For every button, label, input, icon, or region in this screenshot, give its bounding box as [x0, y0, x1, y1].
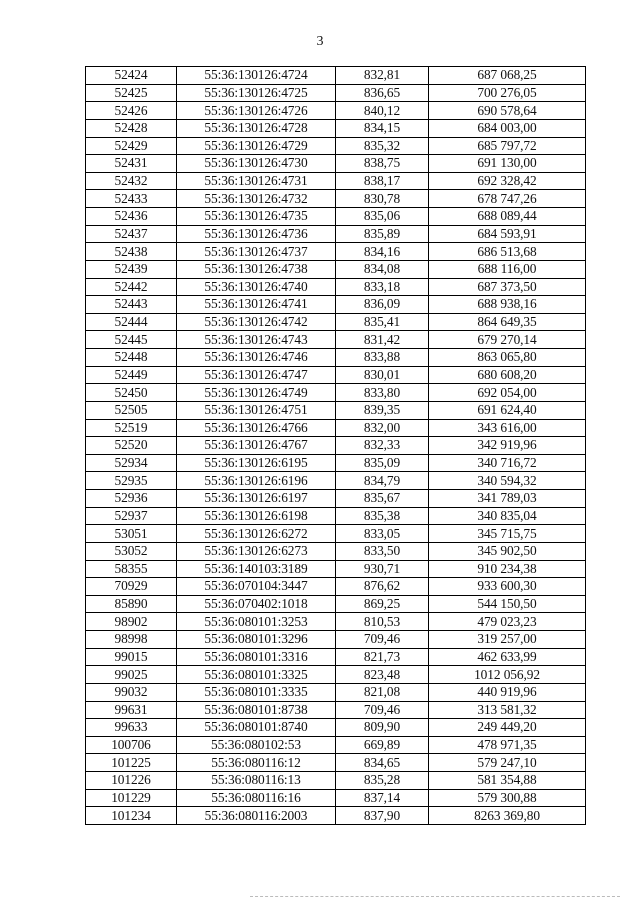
cadastral-number-cell: 55:36:130126:4725 — [177, 84, 336, 102]
cadastral-number-cell: 55:36:130126:6195 — [177, 454, 336, 472]
value-cell: 340 835,04 — [429, 507, 586, 525]
cadastral-number-cell: 55:36:130126:4741 — [177, 296, 336, 314]
cadastral-number-cell: 55:36:130126:6198 — [177, 507, 336, 525]
area-cell: 837,90 — [336, 807, 429, 825]
table-row — [86, 719, 586, 737]
table-row — [86, 701, 586, 719]
table-row — [86, 754, 586, 772]
cadastral-number-cell: 55:36:130126:4729 — [177, 137, 336, 155]
row-id-cell: 101234 — [86, 807, 177, 825]
area-cell: 833,18 — [336, 278, 429, 296]
area-cell: 830,01 — [336, 366, 429, 384]
cadastral-number-cell: 55:36:130126:4738 — [177, 260, 336, 278]
cadastral-number-cell: 55:36:080116:13 — [177, 772, 336, 790]
cadastral-number-cell: 55:36:130126:4732 — [177, 190, 336, 208]
cadastral-number-cell: 55:36:140103:3189 — [177, 560, 336, 578]
area-cell: 835,89 — [336, 225, 429, 243]
row-id-cell: 99633 — [86, 719, 177, 737]
cadastral-number-cell: 55:36:080101:8740 — [177, 719, 336, 737]
scan-artifact — [250, 896, 620, 899]
area-cell: 835,06 — [336, 208, 429, 226]
area-cell: 830,78 — [336, 190, 429, 208]
row-id-cell: 99631 — [86, 701, 177, 719]
area-cell: 835,28 — [336, 772, 429, 790]
area-cell: 876,62 — [336, 578, 429, 596]
row-id-cell: 99025 — [86, 666, 177, 684]
cadastral-number-cell: 55:36:130126:4766 — [177, 419, 336, 437]
area-cell: 831,42 — [336, 331, 429, 349]
area-cell: 809,90 — [336, 719, 429, 737]
row-id-cell: 52936 — [86, 490, 177, 508]
table-row — [86, 683, 586, 701]
row-id-cell: 52443 — [86, 296, 177, 314]
value-cell: 340 594,32 — [429, 472, 586, 490]
area-cell: 833,50 — [336, 542, 429, 560]
value-cell: 462 633,99 — [429, 648, 586, 666]
row-id-cell: 52432 — [86, 172, 177, 190]
row-id-cell: 52438 — [86, 243, 177, 261]
value-cell: 249 449,20 — [429, 719, 586, 737]
table-row — [86, 613, 586, 631]
cadastral-number-cell: 55:36:130126:4743 — [177, 331, 336, 349]
value-cell: 345 715,75 — [429, 525, 586, 543]
area-cell: 837,14 — [336, 789, 429, 807]
table-row — [86, 772, 586, 790]
value-cell: 679 270,14 — [429, 331, 586, 349]
row-id-cell: 52445 — [86, 331, 177, 349]
table-row — [86, 472, 586, 490]
cadastral-number-cell: 55:36:130126:6273 — [177, 542, 336, 560]
row-id-cell: 99015 — [86, 648, 177, 666]
row-id-cell: 99032 — [86, 683, 177, 701]
row-id-cell: 52449 — [86, 366, 177, 384]
table-row — [86, 454, 586, 472]
table-row — [86, 349, 586, 367]
cadastral-number-cell: 55:36:130126:4726 — [177, 102, 336, 120]
cadastral-number-cell: 55:36:080101:3296 — [177, 631, 336, 649]
area-cell: 834,15 — [336, 119, 429, 137]
area-cell: 669,89 — [336, 736, 429, 754]
row-id-cell: 52429 — [86, 137, 177, 155]
cadastral-number-cell: 55:36:130126:6272 — [177, 525, 336, 543]
table-row — [86, 225, 586, 243]
area-cell: 832,00 — [336, 419, 429, 437]
cadastral-number-cell: 55:36:130126:4749 — [177, 384, 336, 402]
row-id-cell: 52937 — [86, 507, 177, 525]
table-row — [86, 666, 586, 684]
table-row — [86, 243, 586, 261]
cadastral-number-cell: 55:36:080101:3325 — [177, 666, 336, 684]
area-cell: 709,46 — [336, 701, 429, 719]
row-id-cell: 52437 — [86, 225, 177, 243]
row-id-cell: 52935 — [86, 472, 177, 490]
area-cell: 832,81 — [336, 67, 429, 85]
table-row — [86, 542, 586, 560]
value-cell: 691 130,00 — [429, 155, 586, 173]
area-cell: 838,75 — [336, 155, 429, 173]
row-id-cell: 53051 — [86, 525, 177, 543]
row-id-cell: 52436 — [86, 208, 177, 226]
cadastral-number-cell: 55:36:070104:3447 — [177, 578, 336, 596]
value-cell: 341 789,03 — [429, 490, 586, 508]
table-row — [86, 296, 586, 314]
value-cell: 691 624,40 — [429, 401, 586, 419]
table-row — [86, 525, 586, 543]
value-cell: 1012 056,92 — [429, 666, 586, 684]
area-cell: 834,65 — [336, 754, 429, 772]
value-cell: 319 257,00 — [429, 631, 586, 649]
row-id-cell: 52431 — [86, 155, 177, 173]
data-table — [85, 66, 586, 825]
area-cell: 836,09 — [336, 296, 429, 314]
area-cell: 821,08 — [336, 683, 429, 701]
table-row — [86, 119, 586, 137]
cadastral-number-cell: 55:36:130126:4746 — [177, 349, 336, 367]
row-id-cell: 52448 — [86, 349, 177, 367]
value-cell: 687 373,50 — [429, 278, 586, 296]
row-id-cell: 98998 — [86, 631, 177, 649]
value-cell: 313 581,32 — [429, 701, 586, 719]
cadastral-number-cell: 55:36:130126:4728 — [177, 119, 336, 137]
value-cell: 700 276,05 — [429, 84, 586, 102]
table-row — [86, 208, 586, 226]
value-cell: 685 797,72 — [429, 137, 586, 155]
value-cell: 345 902,50 — [429, 542, 586, 560]
table-row — [86, 384, 586, 402]
table-row — [86, 736, 586, 754]
row-id-cell: 98902 — [86, 613, 177, 631]
area-cell: 832,33 — [336, 437, 429, 455]
value-cell: 690 578,64 — [429, 102, 586, 120]
cadastral-number-cell: 55:36:080116:12 — [177, 754, 336, 772]
row-id-cell: 101225 — [86, 754, 177, 772]
row-id-cell: 52505 — [86, 401, 177, 419]
value-cell: 688 116,00 — [429, 260, 586, 278]
value-cell: 864 649,35 — [429, 313, 586, 331]
cadastral-number-cell: 55:36:130126:4736 — [177, 225, 336, 243]
table-row — [86, 366, 586, 384]
area-cell: 833,88 — [336, 349, 429, 367]
row-id-cell: 52439 — [86, 260, 177, 278]
cadastral-number-cell: 55:36:130126:6196 — [177, 472, 336, 490]
area-cell: 709,46 — [336, 631, 429, 649]
cadastral-number-cell: 55:36:130126:4742 — [177, 313, 336, 331]
row-id-cell: 52444 — [86, 313, 177, 331]
table-row — [86, 67, 586, 85]
row-id-cell: 52433 — [86, 190, 177, 208]
value-cell: 343 616,00 — [429, 419, 586, 437]
row-id-cell: 52520 — [86, 437, 177, 455]
cadastral-number-cell: 55:36:080116:16 — [177, 789, 336, 807]
cadastral-number-cell: 55:36:130126:4740 — [177, 278, 336, 296]
row-id-cell: 52424 — [86, 67, 177, 85]
cadastral-number-cell: 55:36:080102:53 — [177, 736, 336, 754]
table-row — [86, 172, 586, 190]
value-cell: 8263 369,80 — [429, 807, 586, 825]
cadastral-number-cell: 55:36:080101:3316 — [177, 648, 336, 666]
page-number: 3 — [316, 34, 324, 49]
table-row — [86, 595, 586, 613]
row-id-cell: 52519 — [86, 419, 177, 437]
value-cell: 581 354,88 — [429, 772, 586, 790]
value-cell: 479 023,23 — [429, 613, 586, 631]
table-row — [86, 84, 586, 102]
area-cell: 839,35 — [336, 401, 429, 419]
cadastral-number-cell: 55:36:130126:4730 — [177, 155, 336, 173]
area-cell: 835,67 — [336, 490, 429, 508]
row-id-cell: 52425 — [86, 84, 177, 102]
table-row — [86, 789, 586, 807]
cadastral-number-cell: 55:36:130126:4735 — [177, 208, 336, 226]
table-row — [86, 507, 586, 525]
value-cell: 910 234,38 — [429, 560, 586, 578]
table-row — [86, 437, 586, 455]
table-row — [86, 631, 586, 649]
table-row — [86, 313, 586, 331]
area-cell: 869,25 — [336, 595, 429, 613]
value-cell: 579 300,88 — [429, 789, 586, 807]
table-row — [86, 560, 586, 578]
value-cell: 544 150,50 — [429, 595, 586, 613]
area-cell: 823,48 — [336, 666, 429, 684]
row-id-cell: 52428 — [86, 119, 177, 137]
value-cell: 478 971,35 — [429, 736, 586, 754]
table-body — [86, 67, 586, 825]
cadastral-number-cell: 55:36:130126:4731 — [177, 172, 336, 190]
table-row — [86, 419, 586, 437]
area-cell: 840,12 — [336, 102, 429, 120]
value-cell: 684 003,00 — [429, 119, 586, 137]
area-cell: 833,80 — [336, 384, 429, 402]
table-row — [86, 578, 586, 596]
area-cell: 833,05 — [336, 525, 429, 543]
cadastral-number-cell: 55:36:080101:3335 — [177, 683, 336, 701]
area-cell: 821,73 — [336, 648, 429, 666]
cadastral-number-cell: 55:36:130126:4737 — [177, 243, 336, 261]
value-cell: 340 716,72 — [429, 454, 586, 472]
area-cell: 836,65 — [336, 84, 429, 102]
cadastral-number-cell: 55:36:130126:4747 — [177, 366, 336, 384]
cadastral-number-cell: 55:36:080101:8738 — [177, 701, 336, 719]
value-cell: 692 328,42 — [429, 172, 586, 190]
area-cell: 834,16 — [336, 243, 429, 261]
row-id-cell: 52450 — [86, 384, 177, 402]
value-cell: 678 747,26 — [429, 190, 586, 208]
value-cell: 692 054,00 — [429, 384, 586, 402]
table-row — [86, 490, 586, 508]
cadastral-number-cell: 55:36:130126:4751 — [177, 401, 336, 419]
row-id-cell: 100706 — [86, 736, 177, 754]
area-cell: 930,71 — [336, 560, 429, 578]
area-cell: 835,32 — [336, 137, 429, 155]
value-cell: 687 068,25 — [429, 67, 586, 85]
cadastral-number-cell: 55:36:130126:4724 — [177, 67, 336, 85]
value-cell: 688 089,44 — [429, 208, 586, 226]
area-cell: 835,38 — [336, 507, 429, 525]
value-cell: 680 608,20 — [429, 366, 586, 384]
table-row — [86, 401, 586, 419]
table-row — [86, 648, 586, 666]
value-cell: 688 938,16 — [429, 296, 586, 314]
row-id-cell: 85890 — [86, 595, 177, 613]
cadastral-number-cell: 55:36:130126:6197 — [177, 490, 336, 508]
value-cell: 933 600,30 — [429, 578, 586, 596]
row-id-cell: 101226 — [86, 772, 177, 790]
value-cell: 684 593,91 — [429, 225, 586, 243]
row-id-cell: 52934 — [86, 454, 177, 472]
row-id-cell: 101229 — [86, 789, 177, 807]
row-id-cell: 53052 — [86, 542, 177, 560]
row-id-cell: 58355 — [86, 560, 177, 578]
area-cell: 834,08 — [336, 260, 429, 278]
area-cell: 838,17 — [336, 172, 429, 190]
cadastral-number-cell: 55:36:080101:3253 — [177, 613, 336, 631]
cadastral-number-cell: 55:36:080116:2003 — [177, 807, 336, 825]
cadastral-number-cell: 55:36:070402:1018 — [177, 595, 336, 613]
table-row — [86, 137, 586, 155]
row-id-cell: 52442 — [86, 278, 177, 296]
area-cell: 834,79 — [336, 472, 429, 490]
row-id-cell: 70929 — [86, 578, 177, 596]
table-row — [86, 155, 586, 173]
table-row — [86, 260, 586, 278]
table-row — [86, 331, 586, 349]
area-cell: 835,09 — [336, 454, 429, 472]
table-row — [86, 102, 586, 120]
value-cell: 863 065,80 — [429, 349, 586, 367]
value-cell: 686 513,68 — [429, 243, 586, 261]
table-row — [86, 190, 586, 208]
value-cell: 342 919,96 — [429, 437, 586, 455]
area-cell: 835,41 — [336, 313, 429, 331]
area-cell: 810,53 — [336, 613, 429, 631]
value-cell: 440 919,96 — [429, 683, 586, 701]
table-row — [86, 278, 586, 296]
value-cell: 579 247,10 — [429, 754, 586, 772]
row-id-cell: 52426 — [86, 102, 177, 120]
table-row — [86, 807, 586, 825]
cadastral-number-cell: 55:36:130126:4767 — [177, 437, 336, 455]
